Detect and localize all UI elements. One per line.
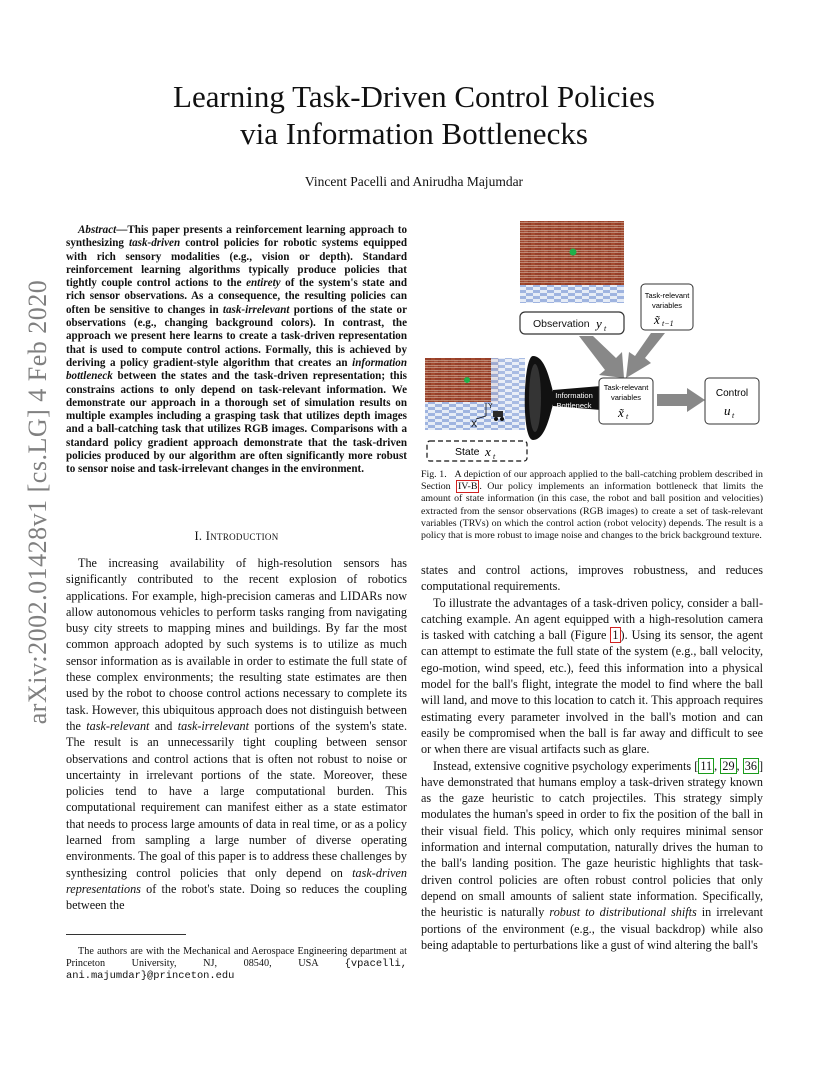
- trv-prev-subscript: t−1: [662, 319, 674, 328]
- abstract: [66, 224, 407, 477]
- title-line-1: Learning Task-Driven Control Policies: [173, 79, 655, 114]
- rp2-text-c: in irrelevant portions of the environment (e.g., the visual backdrop) while also being adaptable to perturbations like a gust of wind altering the ball's: [421, 905, 763, 952]
- intro-text-b: and: [149, 718, 178, 733]
- figure-caption: [421, 469, 763, 542]
- trv-subscript: t: [626, 412, 629, 421]
- axis-y-label: Y: [488, 403, 493, 410]
- trv-prev-symbol: x̃: [654, 312, 660, 327]
- right-column-body: [421, 562, 763, 953]
- bottleneck-label-2: Bottleneck: [556, 401, 592, 410]
- footnote: [66, 946, 407, 982]
- caption-text-b: . Our policy implements an information bottleneck that limits the amount of state information (in this case, the robot and ball position and velocities) extracted from the sensor observations (RGB images) to create a set of task-relevant variables (TRVs) on which the control action (robot velocity) depends. The result is a policy that is more robust to image noise and changes to the brick background texture.: [421, 481, 763, 542]
- abstract-text-4: portions of the state or observations (e.g., changing background colors). In contrast, the approach we present here learns to create a task-driven representation that is used to compute control actions. Formally, this is achieved by deriving a policy gradient-style algorithm that creates an: [66, 303, 407, 369]
- trv-prev-label-2: variables: [651, 301, 683, 310]
- trv-prev-label-1: Task-relevant: [644, 291, 690, 300]
- abstract-emph-2: entirety: [246, 277, 281, 290]
- control-symbol: u: [724, 403, 731, 418]
- authors: Vincent Pacelli and Anirudha Majumdar: [304, 174, 524, 189]
- bottleneck-label-1: Information: [555, 391, 593, 400]
- rp2-text-b: ] have demonstrated that humans employ a task-driven strategy known as the gaze heuristic to catch projectiles. This strategy simply modulates the human's speed in order to fix the position of the ball in their visual field. This policy, which only requires minimal sensor information and internal computation, naturally drives the human to the ball's landing position. The gaze heuristic highlights that task-driven control policies are often robust control policies that only depend on small amounts of salient state information. Specifically, the heuristic is naturally: [421, 758, 764, 920]
- title-line-2: via Information Bottlenecks: [240, 116, 588, 151]
- abstract-emph-4: information bottleneck: [66, 356, 407, 383]
- control-subscript: t: [732, 411, 735, 420]
- abstract-text-3: of the system's state and rich sensor observations. As a consequence, the resulting policies can often be sensitive to changes in: [66, 277, 407, 316]
- intro-text-a: The increasing availability of high-resolution sensors has significantly contributed to the recent explosion of robotics applications. For example, high-precision cameras and LIDARs now allow autonomous vehicles to perform tasks ranging from navigating busy city streets to mapping mines and buildings. By far the most common approach adopted by such systems is to utilize as much sensor information as is available in order to estimate the full state of these complex environments; the resulting state estimates are then used by the robot to choose control actions necessary to complete its task. However, this ubiquitous approach does not distinguish between the: [66, 556, 407, 733]
- intro-emph-3: task-driven representations: [66, 865, 407, 896]
- state-subscript: t: [493, 452, 496, 461]
- figure-reference-link[interactable]: 1: [612, 628, 619, 643]
- footnote-emails: {vpacelli, ani.majumdar}@princeton.edu: [66, 958, 407, 982]
- section-heading-introduction: [66, 529, 407, 544]
- footnote-text: The authors are with the Mechanical and Aerospace Engineering department at Princeton University, NJ, 08540, USA: [66, 946, 407, 969]
- control-label: Control: [715, 388, 749, 399]
- paper-title: [100, 78, 728, 152]
- observation-label: Observation: [533, 318, 590, 330]
- rp2-emph: robust to distributional shifts: [549, 905, 697, 920]
- abstract-label: Abstract: [78, 224, 117, 236]
- arxiv-stamp-text: arXiv:2002.01428v1 [cs.LG] 4 Feb 2020: [23, 279, 52, 725]
- axis-x-label: X: [471, 419, 478, 429]
- arrow-trv-prev: [626, 333, 665, 378]
- arrow-observation: [579, 336, 624, 378]
- right-paragraph-2: Instead, extensive cognitive psychology experiments [ 11 , 29 , 36 ] have demonstrated that humans employ a task-driven strategy known as the gaze heuristic to catch projectiles. This strategy simply modulates the human's speed in order to fix the position of the ball in their visual field. This policy, which only requires minimal sensor information and internal computation, naturally drives the human to the ball's landing position. The gaze heuristic highlights that task-driven control policies are often robust control policies that only depend on small amounts of salient state information. Specifically, the heuristic is naturally robust to distributional shifts in irrelevant portions of the environment (e.g., the visual backdrop) while also being adaptable to perturbations like a gust of wind altering the ball's: [421, 758, 764, 952]
- intro-text-d: of the robot's state. Doing so reduces the coupling between the: [66, 881, 407, 913]
- rp1-text-a: To illustrate the advantages of a task-driven policy, consider a ball-catching example. An agent equipped with a high-resolution camera is tasked with catching a ball (Figure: [421, 595, 763, 643]
- arrow-control: [657, 388, 705, 412]
- abstract-emph-3: task-irrelevant: [222, 303, 290, 316]
- caption-text-a: A depiction of our approach applied to the ball-catching problem described in Section: [421, 469, 763, 493]
- section-heading-text: I. Introduction: [194, 529, 279, 543]
- observation-symbol: y: [596, 316, 602, 331]
- footnote-rule: [66, 934, 186, 935]
- rp2-text-a: Instead, extensive cognitive psychology experiments [: [433, 758, 699, 773]
- observation-image: [520, 221, 624, 303]
- rp1-text-b: ). Using its sensor, the agent can attempt to estimate the full state of the system (e.g., ball velocity, ego-motion, wind speed, etc.), feed this information into a physical model for the ball's flight, integrate the model to find where the ball will land, and move to this location to catch it. This approach requires estimating every parameter involved in the ball's motion and can easily be compromised when the ball is far away and difficult to see or when there are visual artifacts such as glare.: [421, 628, 763, 757]
- abstract-emph-1: task-driven: [129, 237, 181, 250]
- caption-fig-number: Fig. 1.: [421, 469, 447, 480]
- abstract-text-5: between the states and the task-driven representation; this constrains actions to only depend on task-relevant information. We demonstrate our approach in a thorough set of simulation results on multiple examples including a grasping task that utilizes depth images and a ball-catching task that utilizes RGB images. Comparisons with a standard policy gradient approach demonstrate that the task-driven policies produced by our algorithm are often significantly more robust to sensor noise and task-irrelevant changes in the environment.: [66, 370, 407, 476]
- intro-emph-1: task-relevant: [86, 718, 150, 733]
- abstract-text-1: —This paper presents a reinforcement learning approach to synthesizing: [66, 224, 407, 250]
- observation-subscript: t: [604, 324, 607, 333]
- trv-label-1: Task-relevant: [603, 383, 649, 392]
- arxiv-stamp: [16, 279, 60, 725]
- citation-link-29[interactable]: 29: [722, 758, 735, 773]
- intro-emph-2: task-irrelevant: [177, 718, 250, 733]
- citation-link-36[interactable]: 36: [744, 758, 757, 773]
- trv-label-2: variables: [610, 393, 642, 402]
- intro-text-c: portions of the system's state. The result is an unnecessarily tight coupling between sensor observations and control actions that is often not robust to noise or uncertainty in irrelevant portions of the state. Moreover, these policies tend to have a large computational burden. This computational requirement can manifest either as a state estimator that needs to process large amounts of data in real time, or as a policy learned from sampling a large number of diverse operating environments. The goal of this paper is to address these challenges by synthesizing control policies that only depend on: [66, 718, 407, 880]
- state-label: State: [455, 446, 480, 458]
- intro-paragraph-1: [66, 555, 407, 914]
- abstract-text-2: control policies for robotic systems equipped with rich sensory modalities (e.g., vision or depth). Standard reinforcement learning algorithms typically produce policies that tightly couple control actions to the: [66, 237, 408, 290]
- citation-link-11[interactable]: 11: [700, 758, 713, 773]
- right-paragraph-0: states and control actions, improves robustness, and reduces computational requirements.: [421, 563, 763, 594]
- figure-1: [421, 218, 763, 468]
- state-symbol: x: [485, 444, 491, 459]
- right-paragraph-1: [421, 595, 763, 758]
- state-image: [425, 358, 525, 430]
- section-reference-link[interactable]: IV-B: [458, 481, 478, 493]
- trv-symbol: x̃: [618, 405, 624, 420]
